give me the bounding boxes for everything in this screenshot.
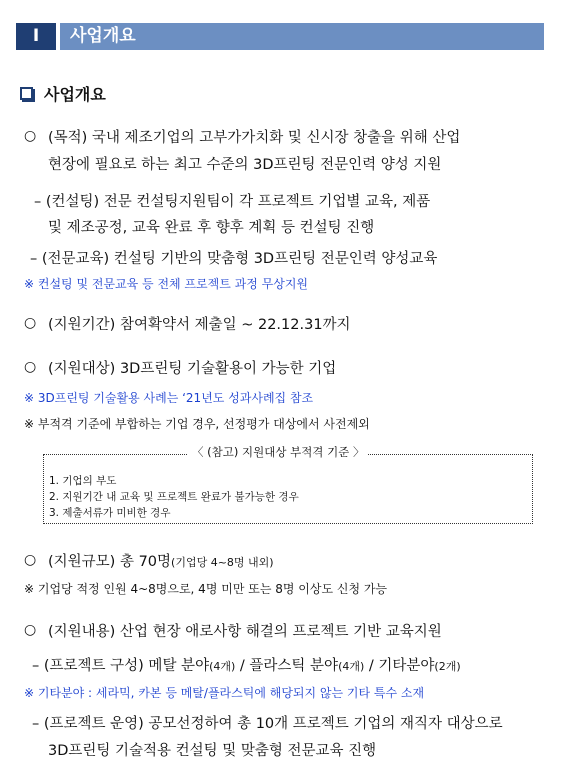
consulting-line-2: 및 제조공정, 교육 완료 후 향후 계획 등 컨설팅 진행 <box>48 220 375 236</box>
consulting-line-1: – (컨설팅) 전문 컨설팅지원팀이 각 프로젝트 기업별 교육, 제품 <box>34 194 431 210</box>
composition-other: / 기타분야 <box>364 658 435 674</box>
content-line: (지원내용) 산업 현장 애로사항 해결의 프로젝트 기반 교육지원 <box>48 624 442 640</box>
purpose-line-2: 현장에 필요로 하는 최고 수준의 3D프린팅 전문인력 양성 지원 <box>48 157 442 173</box>
composition-plastic: / 플라스틱 분야 <box>235 658 339 674</box>
education-line: – (전문교육) 컨설팅 기반의 맞춤형 3D프린팅 전문인력 양성교육 <box>30 251 438 267</box>
note-other-fields: ※ 기타분야 : 세라믹, 카본 등 메탈/플라스틱에 해당되지 않는 기타 특수 소재 <box>24 686 425 700</box>
composition-metal: – (프로젝트 구성) 메탈 분야 <box>32 658 210 674</box>
note-cases: ※ 3D프린팅 기술활용 사례는 ‘21년도 성과사례집 참조 <box>24 391 314 405</box>
note-scale: ※ 기업당 적정 인원 4~8명으로, 4명 미만 또는 8명 이상도 신청 가능 <box>24 582 388 596</box>
scale-main: (지원규모) 총 70명 <box>48 554 172 570</box>
chapter-title: 사업개요 <box>60 23 544 50</box>
reference-item: 1. 기업의 부도 <box>49 475 117 487</box>
scale-line <box>48 550 274 571</box>
bullet-circle-icon: ○ <box>24 552 37 568</box>
section-title: 사업개요 <box>44 85 106 104</box>
scale-detail: (기업당 4~8명 내외) <box>171 556 274 569</box>
composition-other-count: (2개) <box>434 660 461 673</box>
composition-metal-count: (4개) <box>209 660 236 673</box>
reference-box-title: 〈 (참고) 지원대상 부적격 기준 〉 <box>188 444 368 460</box>
target-line: (지원대상) 3D프린팅 기술활용이 가능한 기업 <box>48 361 337 377</box>
operation-line-1: – (프로젝트 운영) 공모선정하여 총 10개 프로젝트 기업의 재직자 대상으로 <box>32 716 503 732</box>
note-excluded: ※ 부적격 기준에 부합하는 기업 경우, 선정평가 대상에서 사전제외 <box>24 417 370 431</box>
bullet-circle-icon: ○ <box>24 622 37 638</box>
bullet-circle-icon: ○ <box>24 128 37 144</box>
reference-item: 2. 지원기간 내 교육 및 프로젝트 완료가 불가능한 경우 <box>49 491 299 503</box>
composition-line <box>32 654 461 675</box>
chapter-number: I <box>16 23 56 50</box>
period-line: (지원기간) 참여확약서 제출일 ~ 22.12.31까지 <box>48 317 351 333</box>
note-free-support: ※ 컨설팅 및 전문교육 등 전체 프로젝트 과정 무상지원 <box>24 277 309 291</box>
reference-item: 3. 제출서류가 미비한 경우 <box>49 507 171 519</box>
bullet-circle-icon: ○ <box>24 359 37 375</box>
composition-plastic-count: (4개) <box>338 660 365 673</box>
purpose-line-1: (목적) 국내 제조기업의 고부가가치화 및 신시장 창출을 위해 산업 <box>48 130 461 146</box>
checkbox-square-icon <box>20 87 33 100</box>
bullet-circle-icon: ○ <box>24 315 37 331</box>
operation-line-2: 3D프린팅 기술적용 컨설팅 및 맞춤형 전문교육 진행 <box>48 743 377 759</box>
